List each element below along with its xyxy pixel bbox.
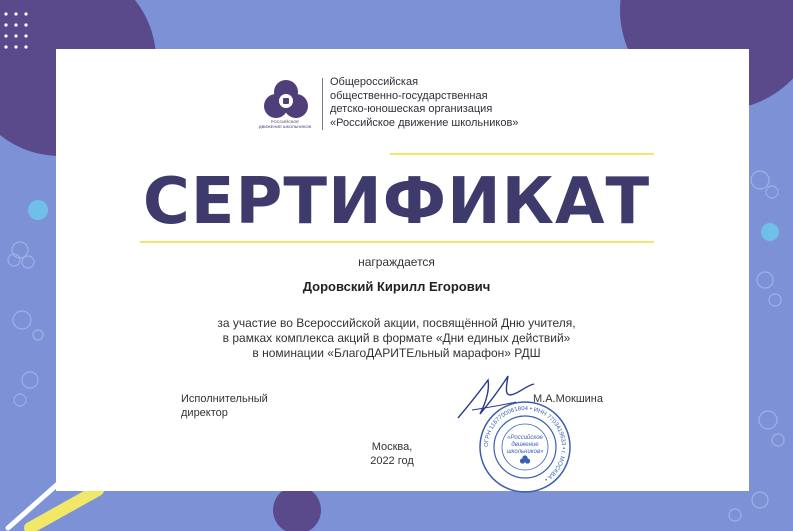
signer-name: М.А.Мокшина: [533, 393, 603, 405]
stamp-line-3: школьников»: [506, 449, 544, 455]
place-and-date: [340, 440, 444, 468]
position-line-1: Исполнительный: [181, 393, 268, 405]
organization-line-1: Общероссийская: [330, 76, 419, 88]
stamp-logo-icon: [520, 455, 530, 463]
logo-caption-line-1: РОССИЙСКОЕ: [270, 119, 300, 124]
stamp-ring-text: ОГРН 1167700061804 • ИНН 7703419633 • г. МОСКВА •: [483, 405, 567, 483]
organization-line-3: детско-юношеская организация: [330, 103, 493, 115]
title-bottom-line: [140, 241, 654, 243]
organization-line-4: «Российское движение школьников»: [330, 116, 519, 129]
stamp-line-2: движение: [511, 442, 539, 448]
award-description: [150, 316, 643, 361]
description-line-3: в номинации «БлагоДАРИТЕльный марафон» РДШ: [252, 346, 541, 360]
organization-name: [330, 76, 590, 130]
logo-caption-line-2: ДВИЖЕНИЕ ШКОЛЬНИКОВ: [258, 123, 312, 129]
title-top-line: [390, 153, 654, 155]
bottom-center-circle: [273, 486, 321, 531]
description-line-2: в рамках комплекса акций в формате «Дни единых действий»: [222, 331, 571, 345]
awarded-label: награждается: [358, 255, 435, 269]
logo-caption: [252, 120, 318, 129]
place-year: 2022 год: [370, 455, 414, 467]
signer-position: [181, 393, 268, 420]
logo-divider: [322, 78, 323, 130]
official-stamp-icon: [478, 400, 572, 494]
place-city: Москва,: [371, 441, 413, 453]
certificate-title: СЕРТИФИКАТ: [142, 165, 651, 239]
recipient-name: Доровский Кирилл Егорович: [302, 279, 491, 294]
description-line-1: за участие во Всероссийской акции, посвящённой Дню учителя,: [217, 316, 576, 330]
position-line-2: директор: [181, 406, 228, 419]
organization-line-2: общественно-государственная: [330, 89, 488, 102]
stamp-line-1: «Российское: [507, 435, 543, 441]
